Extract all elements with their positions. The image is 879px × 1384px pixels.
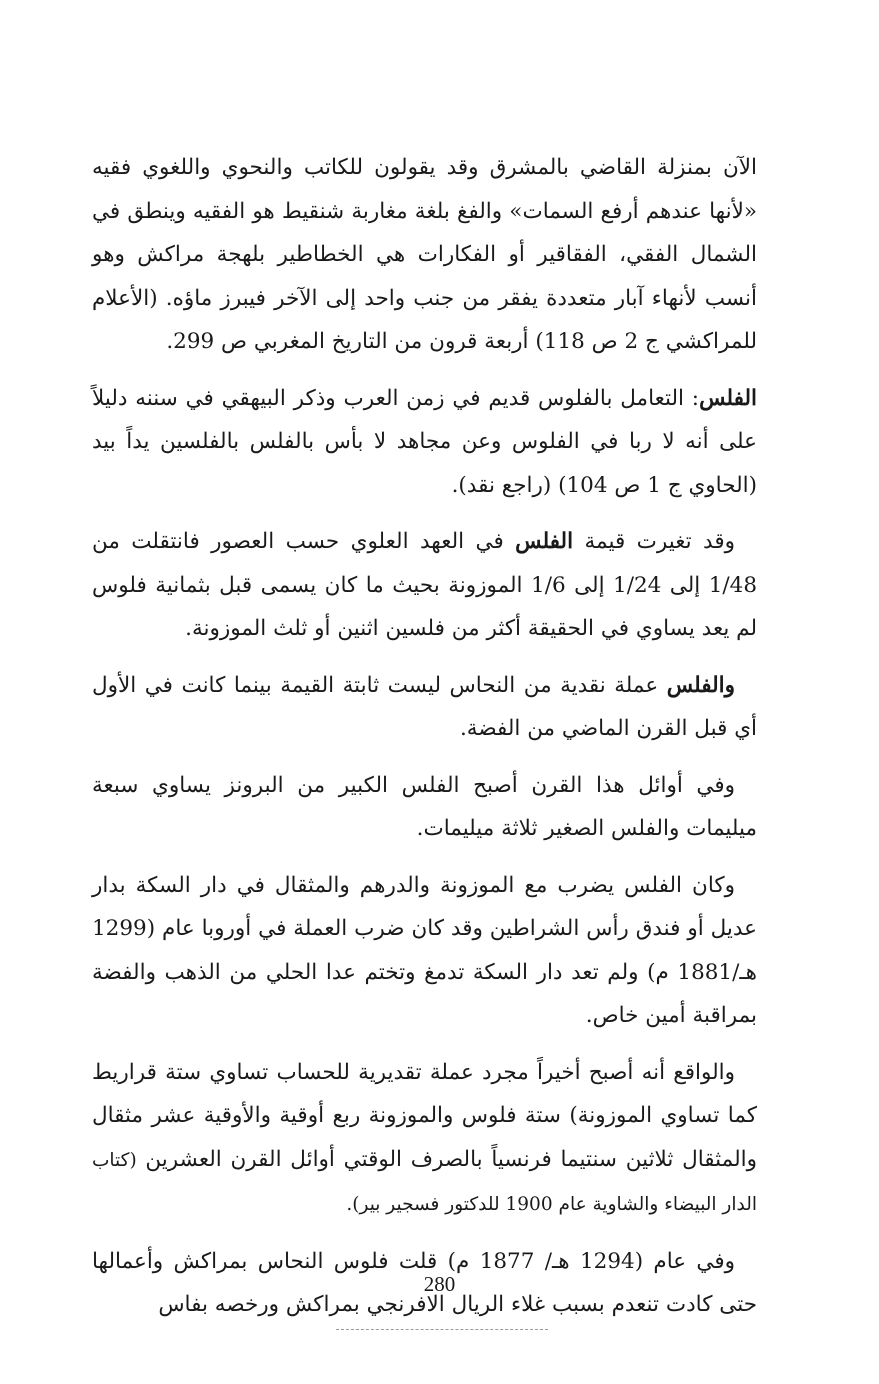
book-page-body xyxy=(92,146,757,1340)
term-fals: الفلس xyxy=(515,529,574,554)
paragraph-4 xyxy=(92,664,757,751)
paragraph-6 xyxy=(92,864,757,1038)
paragraph-6-text: وكان الفلس يضرب مع الموزونة والدرهم والمثقال في دار السكة بدار عديل أو فندق رأس الشراطين وقد كان ضرب العملة في أوروبا عام (1299 هـ/1881 م) ولم تعد دار السكة تدمغ وتختم عدا الحلي من الذهب والفضة بمراقبة أمين خاص. xyxy=(92,872,757,1028)
paragraph-7-text: والواقع أنه أصبح أخيراً مجرد عملة تقديرية للحساب تساوي ستة قراريط كما تساوي الموزونة) ستة فلوس والموزونة ربع أوقية والأوقية عشر مثقال والمثقال ثلاثين سنتيما فرنسياً بالصرف الوقتي أوائل القرن العشرين xyxy=(92,1059,757,1172)
paragraph-5 xyxy=(92,764,757,851)
paragraph-2 xyxy=(92,377,757,508)
paragraph-1-text: الآن بمنزلة القاضي بالمشرق وقد يقولون للكاتب والنحوي واللغوي فقيه «لأنها عندهم أرفع السمات» والفغ بلغة مغاربة شنقيط هو الفقيه وينطق في الشمال الفقي، الفقاقير أو الفكارات هي الخطاطير بلهجة مراكش وهو أنسب لأنهاء آبار متعددة يفقر من جنب واحد إلى الآخر فيبرز ماؤه. (الأعلام للمراكشي ج 2 ص 118) أربعة قرون من التاريخ المغربي ص 299. xyxy=(92,155,757,354)
paragraph-4-text: عملة نقدية من النحاس ليست ثابتة القيمة بينما كانت في الأول أي قبل القرن الماضي من الفضة. xyxy=(92,672,757,741)
paragraph-5-text: وفي أوائل هذا القرن أصبح الفلس الكبير من البرونز يساوي سبعة ميليمات والفلس الصغير ثلاثة ميليمات. xyxy=(92,772,757,841)
term-walfals: والفلس xyxy=(666,672,735,698)
paragraph-3-text-b: في العهد العلوي حسب العصور فانتقلت من 1/48 إلى 1/24 إلى 1/6 الموزونة بحيث ما كان يسمى قبل بثمانية فلوس لم يعد يساوي في الحقيقة أكثر من فلسين اثنين أو ثلث الموزونة. xyxy=(92,529,757,641)
paragraph-7 xyxy=(92,1051,757,1227)
paragraph-8-text: وفي عام (1294 هـ/ 1877 م) قلت فلوس النحاس بمراكش وأعمالها حتى كادت تنعدم بسبب غلاء الريال الافرنجي بمراكش ورخصه بفاس xyxy=(92,1248,757,1317)
paragraph-2-text: : التعامل بالفلوس قديم في زمن العرب وذكر البيهقي في سننه دليلاً على أنه لا ربا في الفلوس وعن مجاهد لا بأس بالفلس بالفلسين يداً بيد (الحاوي ج 1 ص 104) (راجع نقد). xyxy=(92,385,757,498)
paragraph-3-text-a: وقد تغيرت قيمة xyxy=(573,529,735,554)
page-number: 280 xyxy=(423,1272,456,1296)
paragraph-7-citation: (كتاب الدار البيضاء والشاوية عام 1900 للدكتور فسجير بير). xyxy=(92,1149,757,1215)
paragraph-3 xyxy=(92,520,757,651)
footer-dashed-rule xyxy=(336,1329,548,1330)
paragraph-1 xyxy=(92,146,757,364)
term-fals-heading: الفلس xyxy=(699,385,757,411)
